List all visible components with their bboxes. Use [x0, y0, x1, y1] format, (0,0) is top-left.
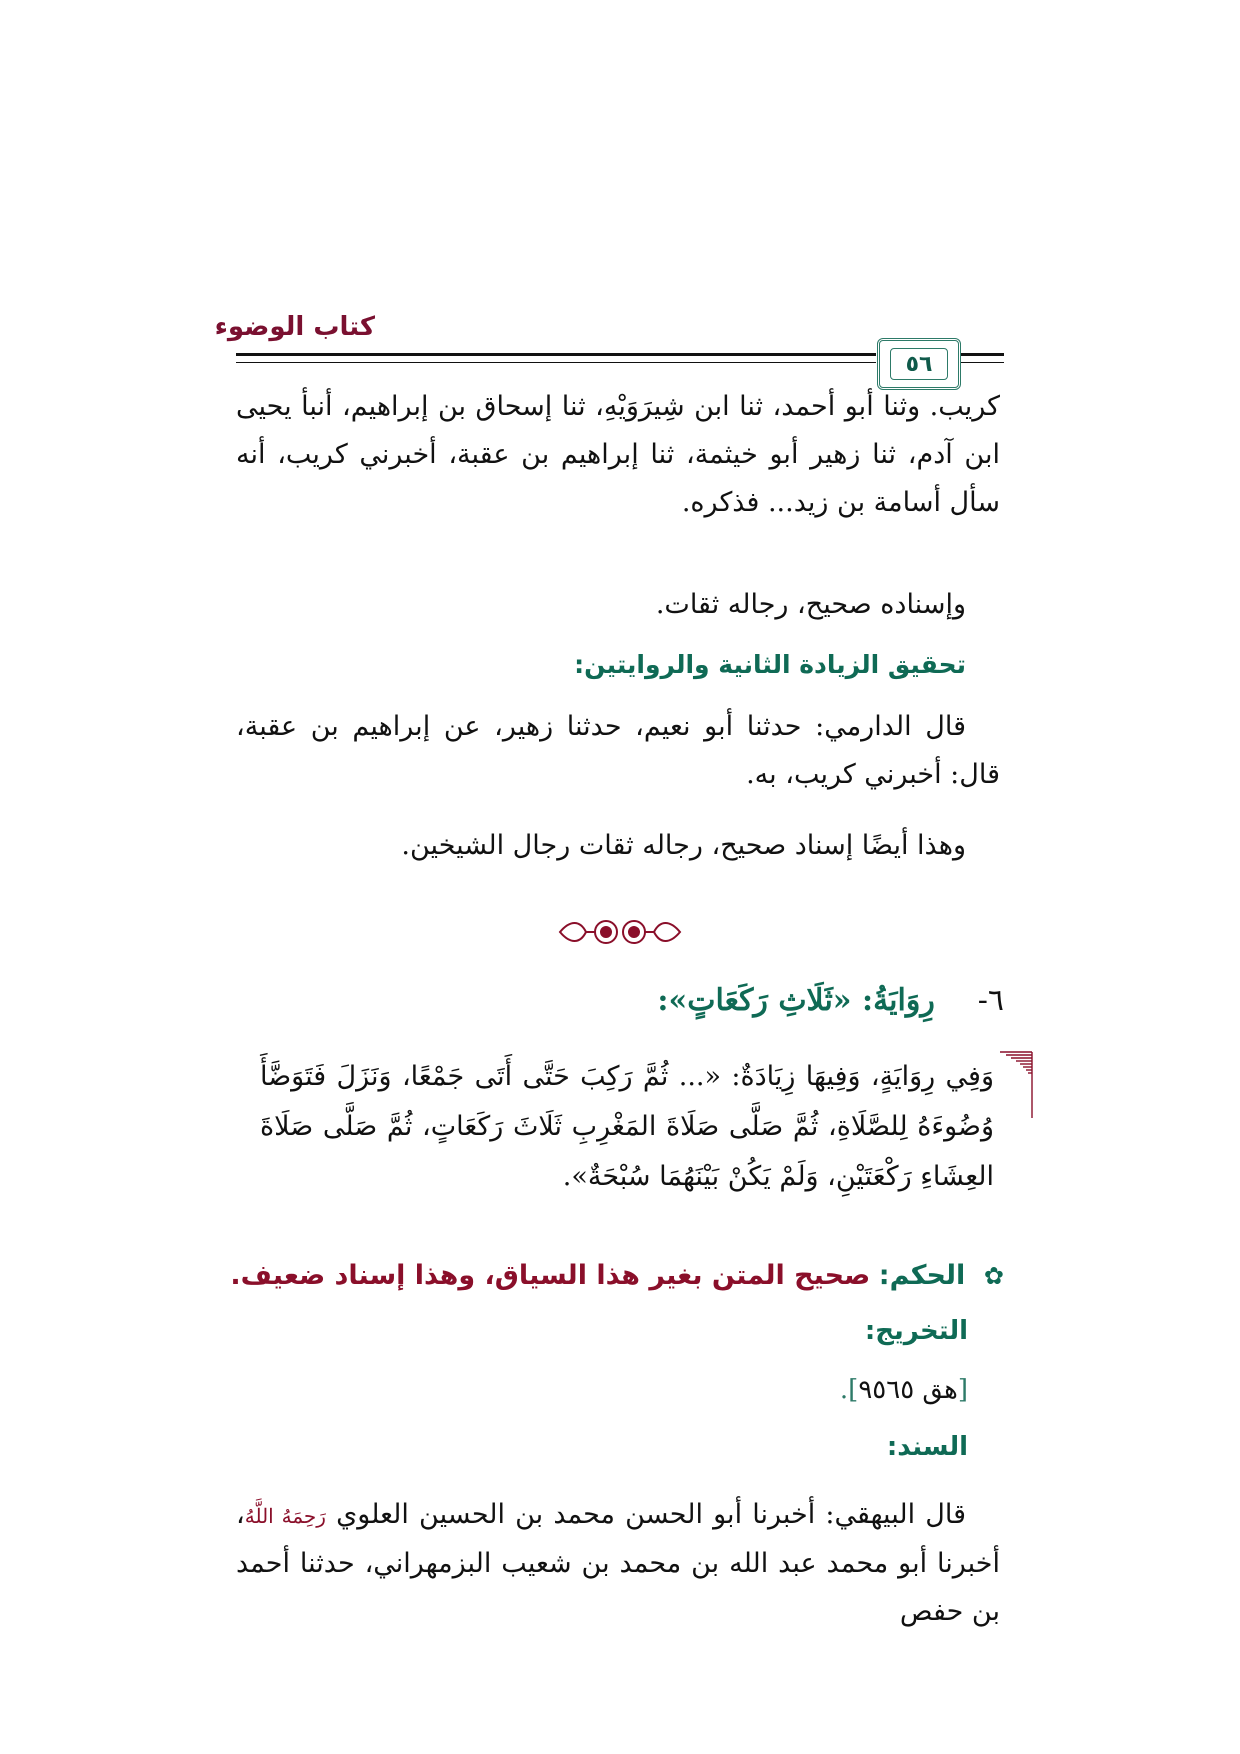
hadith-quote: وَفِي رِوَايَةٍ، وَفِيهَا زِيَادَةٌ: «... ثُمَّ رَكِبَ حَتَّى أَتَى جَمْعًا، وَنَزَلَ فَتَوَضَّأَ وُضُوءَهُ لِلصَّلَاةِ، ثُمَّ صَلَّى صَلَاةَ المَغْرِبِ ثَلَاثَ رَكَعَاتٍ، ثُمَّ صَلَّى صَلَاةَ العِشَاءِ رَكْعَتَيْنِ، وَلَمْ يَكُنْ بَيْنَهُمَا سُبْحَةٌ». — [260, 1061, 994, 1192]
paragraph-grading-1: وإسناده صحيح، رجاله ثقات. — [655, 589, 966, 620]
section-title: رِوَايَةُ: «ثَلَاثِ رَكَعَاتٍ»: — [657, 983, 935, 1018]
quote-corner-ornament — [994, 1050, 1034, 1120]
ruling-text: صحيح المتن بغير هذا السياق، وهذا إسناد ضعيف. — [230, 1260, 871, 1291]
sanad-text-after: ، أخبرنا أبو محمد عبد الله بن محمد بن شعيب البزمهراني، حدثنا أحمد بن حفص — [236, 1499, 1000, 1627]
paragraph-grading-2: وهذا أيضًا إسناد صحيح، رجاله ثقات رجال الشيخين. — [401, 830, 966, 861]
sanad-text-before: قال البيهقي: أخبرنا أبو الحسن محمد بن الحسين العلوي — [336, 1499, 966, 1530]
ref-open-bracket: [ — [957, 1375, 968, 1405]
takhrij-heading: التخريج: — [864, 1316, 968, 1346]
ref-text: هق ٩٥٦٥ — [858, 1375, 958, 1405]
divider-ornament — [556, 915, 684, 949]
paragraph-darimi: قال الدارمي: حدثنا أبو نعيم، حدثنا زهير، عن إبراهيم بن عقبة، قال: أخبرني كريب، به. — [236, 711, 1000, 790]
section-number: ٦- — [977, 983, 1004, 1018]
header-rule-right-top — [958, 353, 1004, 356]
sanad-heading: السند: — [886, 1432, 968, 1462]
honorific-mark: رَحِمَهُ اللَّهُ — [244, 1504, 326, 1528]
subheading-tahqiq: تحقيق الزيادة الثانية والروايتين: — [574, 650, 966, 679]
page-number: ٥٦ — [890, 348, 948, 380]
header-rule-right-bottom — [958, 362, 1004, 363]
chapter-title: كتاب الوضوء — [214, 312, 375, 342]
ornament-star-icon: ✿ — [983, 1262, 1004, 1290]
section-heading — [657, 983, 1004, 1018]
header-rule-top — [236, 353, 876, 356]
ruling-line — [230, 1260, 1004, 1291]
takhrij-reference — [840, 1375, 968, 1405]
header-rule-bottom — [236, 362, 876, 363]
paragraph-isnad-1: كريب. وثنا أبو أحمد، ثنا ابن شِيرَوَيْهِ، ثنا إسحاق بن إبراهيم، أنبأ يحيى ابن آدم، ثنا زهير أبو خيثمة، ثنا إبراهيم بن عقبة، أخبرني كريب، أنه سأل أسامة بن زيد... فذكره. — [236, 391, 1000, 518]
ruling-label: الحكم: — [878, 1260, 966, 1291]
ref-close-bracket: ]. — [839, 1375, 859, 1405]
paragraph-sanad — [236, 1491, 1000, 1636]
